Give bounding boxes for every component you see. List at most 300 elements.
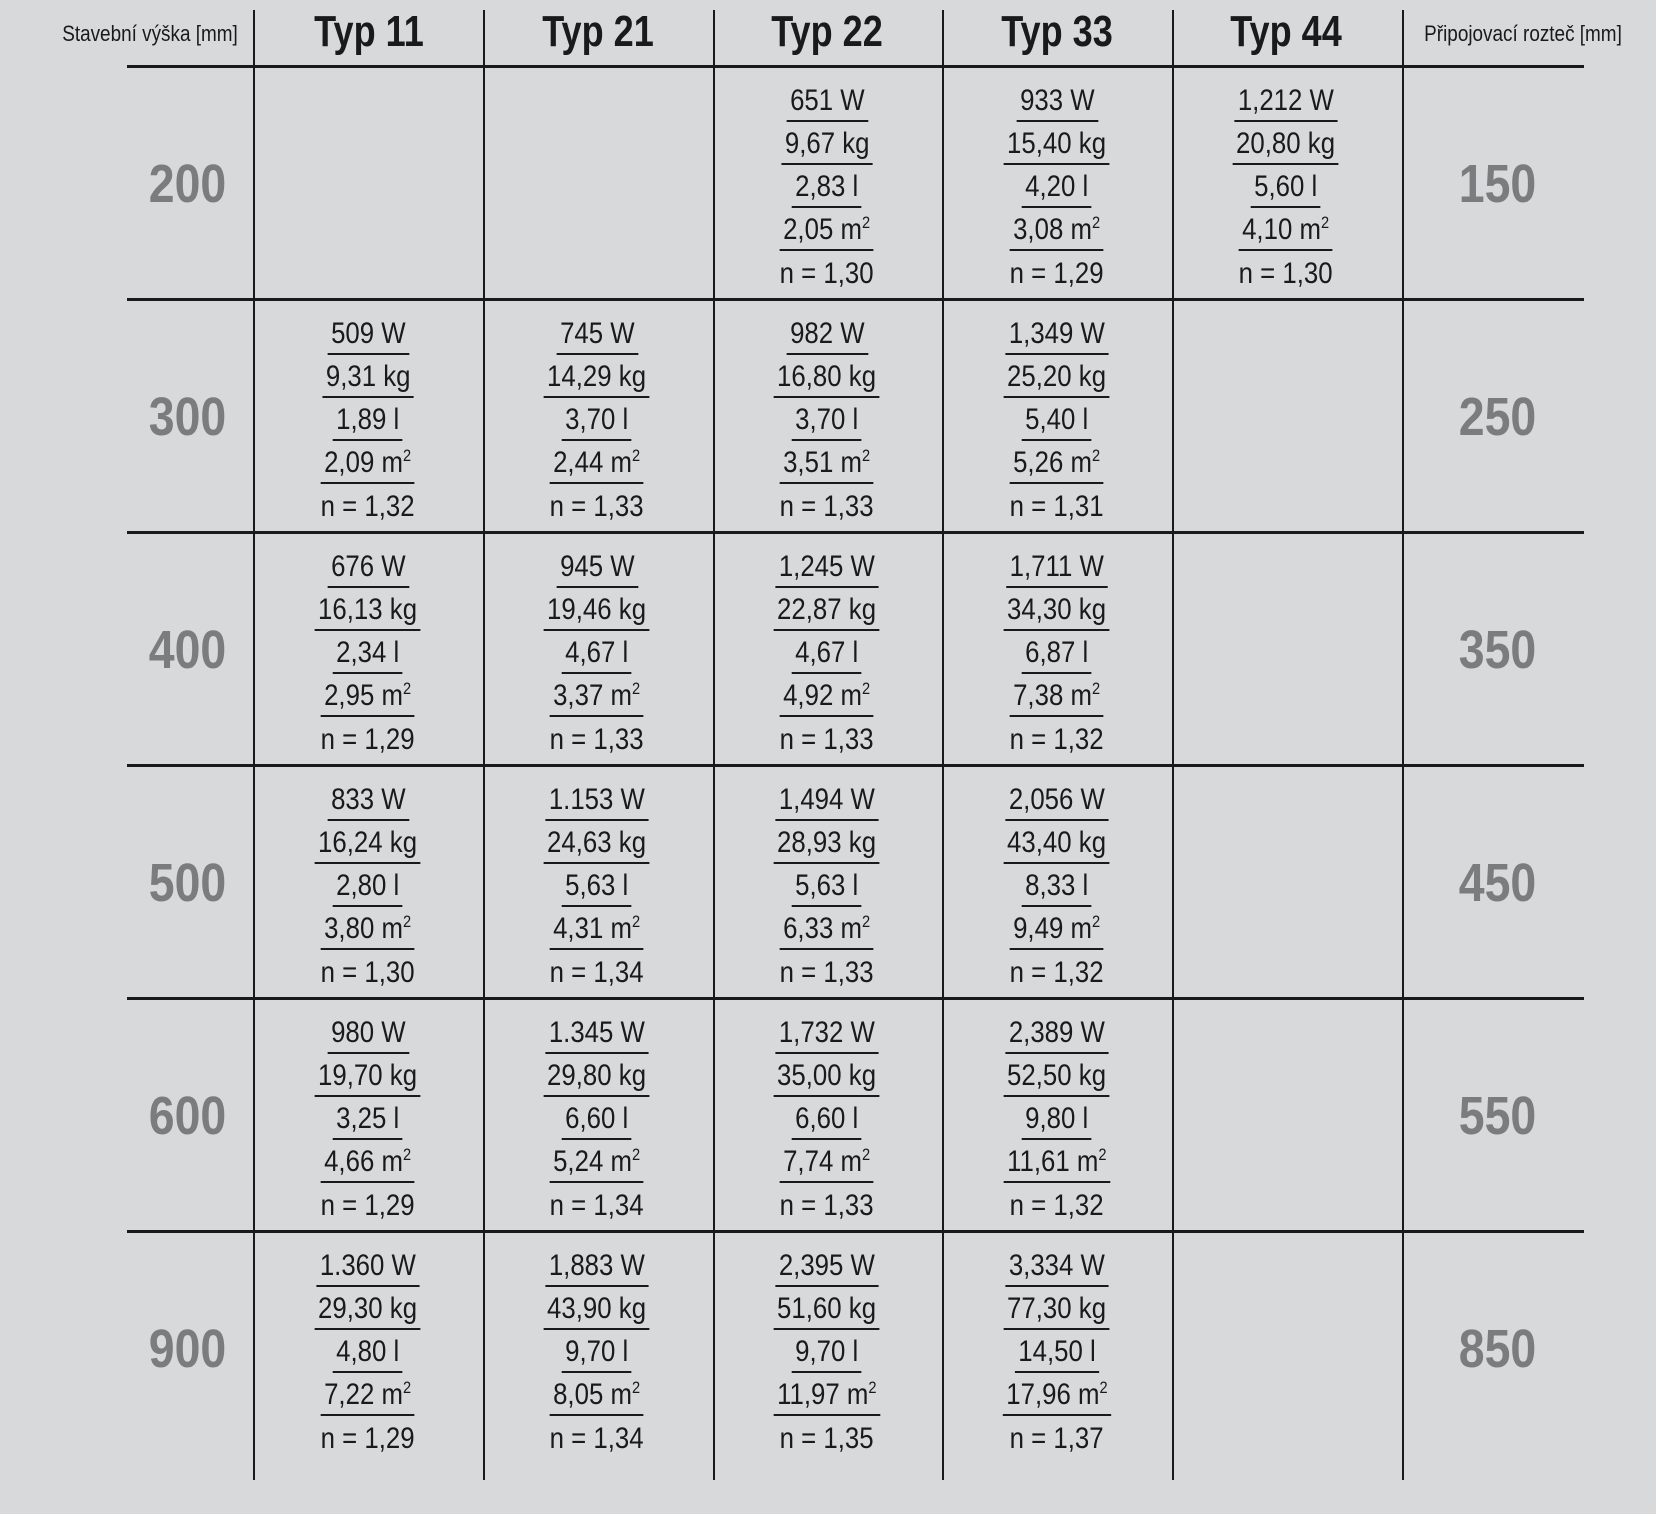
cell-area-line (483, 1374, 711, 1417)
cell-factor-text: n = 1,32 (1010, 722, 1104, 756)
cell-volume-value (333, 1100, 403, 1140)
cell-volume-value (333, 401, 403, 441)
cell-factor-text: n = 1,30 (780, 256, 874, 290)
cell-volume-value (792, 867, 862, 907)
row-height-value: 200 (148, 154, 227, 214)
cell-power-value (786, 82, 867, 122)
cell-weight-line (943, 1055, 1171, 1098)
cell-power-line (254, 1012, 482, 1055)
cell-weight-line (713, 589, 941, 632)
cell-power-value (1006, 1247, 1109, 1287)
row-height-value: 600 (148, 1086, 227, 1146)
cell-area-value (774, 1376, 880, 1416)
table-cell (483, 68, 711, 301)
cell-factor-value (1236, 255, 1337, 293)
cell-factor-line (483, 951, 711, 994)
header-type-22: Typ 22 (771, 7, 883, 56)
table-cell (254, 534, 482, 767)
cell-weight-line (483, 356, 711, 399)
table-cell (254, 68, 482, 301)
area-exponent: 2 (403, 911, 412, 931)
cell-weight-text: 9,31 kg (325, 359, 411, 393)
cell-volume-value (1022, 401, 1092, 441)
cell-factor-text: n = 1,33 (550, 489, 644, 523)
cell-volume-text: 5,40 l (1025, 402, 1089, 436)
cell-factor-value (777, 1187, 878, 1225)
cell-area-value (1010, 444, 1104, 484)
cell-volume-text: 4,67 l (565, 635, 629, 669)
cell-volume-text: 9,70 l (795, 1334, 859, 1368)
cell-power-value (556, 315, 637, 355)
cell-power-line (943, 80, 1171, 123)
cell-weight-text: 9,67 kg (784, 126, 870, 160)
cell-area-value (550, 910, 644, 950)
cell-area-value (780, 211, 874, 251)
cell-power-text: 833 W (330, 782, 406, 816)
cell-volume-value (333, 1333, 403, 1373)
cell-power-value (1016, 82, 1097, 122)
cell-area-line (483, 1141, 711, 1184)
cell-volume-line (254, 399, 482, 442)
cell-area-line (713, 442, 941, 485)
cell-weight-value (315, 824, 421, 864)
cell-factor-value (777, 954, 878, 992)
cell-area-text: 7,74 m (783, 1144, 863, 1178)
cell-power-line (713, 80, 941, 123)
cell-weight-line (254, 822, 482, 865)
cell-volume-line (1172, 166, 1400, 209)
cell-area-line (943, 908, 1171, 951)
cell-volume-line (713, 632, 941, 675)
cell-factor-line (943, 1184, 1171, 1227)
cell-factor-value (1007, 488, 1108, 526)
cell-area-value (321, 1376, 415, 1416)
cell-factor-value (547, 488, 648, 526)
cell-volume-value (1022, 634, 1092, 674)
cell-area-text: 4,92 m (783, 678, 863, 712)
cell-area-text: 2,09 m (324, 445, 404, 479)
area-exponent: 2 (632, 911, 641, 931)
cell-volume-line (713, 1098, 941, 1141)
cell-power-line (483, 1245, 711, 1288)
cell-power-value (317, 1247, 420, 1287)
cell-area-value (780, 1143, 874, 1183)
cell-power-value (786, 315, 867, 355)
cell-factor-line (713, 951, 941, 994)
area-exponent: 2 (403, 1377, 412, 1397)
cell-area-line (943, 442, 1171, 485)
cell-weight-line (483, 1288, 711, 1331)
cell-area-value (321, 1143, 415, 1183)
cell-volume-value (792, 1100, 862, 1140)
area-exponent: 2 (862, 212, 871, 232)
cell-factor-text: n = 1,29 (1010, 256, 1104, 290)
cell-factor-text: n = 1,32 (1010, 1188, 1104, 1222)
cell-volume-text: 5,63 l (565, 868, 629, 902)
cell-factor-value (318, 488, 419, 526)
cell-volume-value (792, 168, 862, 208)
cell-volume-line (254, 1098, 482, 1141)
cell-power-value (546, 1247, 649, 1287)
cell-power-value (1006, 315, 1109, 355)
cell-area-text: 3,80 m (324, 911, 404, 945)
cell-weight-value (774, 1057, 880, 1097)
table-cell (943, 1233, 1171, 1466)
cell-factor-line (254, 485, 482, 528)
cell-factor-text: n = 1,33 (780, 1188, 874, 1222)
cell-factor-text: n = 1,33 (780, 955, 874, 989)
cell-weight-value (315, 1290, 421, 1330)
cell-power-line (943, 546, 1171, 589)
cell-power-text: 2,389 W (1008, 1015, 1106, 1049)
cell-weight-value (544, 1290, 650, 1330)
cell-area-text: 11,97 m (777, 1377, 869, 1411)
cell-factor-value (777, 721, 878, 759)
cell-volume-text: 4,67 l (795, 635, 859, 669)
cell-power-text: 1,494 W (778, 782, 876, 816)
cell-area-value (1004, 1143, 1110, 1183)
cell-power-text: 745 W (559, 316, 635, 350)
cell-factor-text: n = 1,30 (1239, 256, 1333, 290)
cell-area-text: 5,24 m (553, 1144, 633, 1178)
cell-weight-line (713, 123, 941, 166)
cell-volume-text: 1,89 l (336, 402, 400, 436)
cell-weight-text: 29,30 kg (318, 1291, 418, 1325)
cell-power-line (483, 313, 711, 356)
cell-area-line (483, 908, 711, 951)
area-exponent: 2 (1321, 212, 1330, 232)
cell-area-text: 3,08 m (1013, 212, 1093, 246)
cell-factor-line (943, 1417, 1171, 1460)
cell-weight-value (1004, 1057, 1110, 1097)
cell-area-text: 4,66 m (324, 1144, 404, 1178)
cell-power-text: 945 W (559, 549, 635, 583)
row-spacing-value: 450 (1458, 853, 1537, 913)
cell-weight-line (713, 1288, 941, 1331)
cell-power-text: 3,334 W (1008, 1248, 1106, 1282)
header-type-44: Typ 44 (1230, 7, 1342, 56)
cell-weight-line (483, 589, 711, 632)
cell-factor-value (318, 721, 419, 759)
cell-weight-text: 29,80 kg (547, 1058, 647, 1092)
table-cell (1172, 1000, 1400, 1233)
cell-factor-text: n = 1,29 (321, 1188, 415, 1222)
cell-factor-value (1007, 1187, 1108, 1225)
cell-factor-line (483, 485, 711, 528)
row-spacing-value: 350 (1458, 620, 1537, 680)
cell-area-text: 9,49 m (1013, 911, 1093, 945)
row-spacing-value: 550 (1458, 1086, 1537, 1146)
cell-volume-text: 8,33 l (1025, 868, 1089, 902)
cell-factor-text: n = 1,34 (550, 1188, 644, 1222)
cell-area-text: 11,61 m (1007, 1144, 1099, 1178)
cell-weight-value (774, 358, 880, 398)
cell-weight-line (713, 822, 941, 865)
cell-factor-value (1007, 255, 1108, 293)
cell-area-line (713, 908, 941, 951)
cell-volume-text: 6,60 l (795, 1101, 859, 1135)
cell-power-line (713, 1245, 941, 1288)
cell-factor-text: n = 1,31 (1010, 489, 1104, 523)
cell-volume-value (1251, 168, 1321, 208)
cell-power-line (943, 313, 1171, 356)
cell-factor-line (943, 718, 1171, 761)
cell-weight-text: 43,90 kg (547, 1291, 647, 1325)
cell-volume-line (483, 399, 711, 442)
cell-factor-text: n = 1,33 (550, 722, 644, 756)
cell-power-line (943, 779, 1171, 822)
cell-weight-value (544, 824, 650, 864)
cell-power-text: 1.153 W (548, 782, 646, 816)
cell-volume-line (483, 865, 711, 908)
cell-power-text: 651 W (789, 83, 865, 117)
cell-power-line (713, 779, 941, 822)
cell-power-text: 509 W (330, 316, 406, 350)
cell-volume-text: 6,87 l (1025, 635, 1089, 669)
cell-volume-value (333, 634, 403, 674)
area-exponent: 2 (862, 445, 871, 465)
column-divider (1402, 10, 1404, 1480)
cell-area-line (254, 675, 482, 718)
cell-factor-value (547, 1420, 648, 1458)
cell-factor-value (1007, 954, 1108, 992)
cell-volume-text: 2,83 l (795, 169, 859, 203)
cell-volume-line (254, 865, 482, 908)
cell-weight-text: 14,29 kg (547, 359, 647, 393)
cell-area-line (943, 209, 1171, 252)
cell-volume-text: 2,34 l (336, 635, 400, 669)
cell-area-line (713, 209, 941, 252)
cell-weight-line (943, 589, 1171, 632)
cell-weight-value (544, 1057, 650, 1097)
cell-weight-line (254, 589, 482, 632)
cell-volume-line (943, 632, 1171, 675)
table-cell (1172, 1233, 1400, 1466)
cell-area-line (943, 1141, 1171, 1184)
cell-weight-text: 22,87 kg (777, 592, 877, 626)
cell-factor-line (713, 718, 941, 761)
area-exponent: 2 (1092, 678, 1101, 698)
cell-power-line (254, 546, 482, 589)
cell-weight-text: 28,93 kg (777, 825, 877, 859)
cell-power-value (546, 1014, 649, 1054)
cell-weight-text: 20,80 kg (1236, 126, 1336, 160)
cell-weight-line (943, 1288, 1171, 1331)
table-cell (1172, 767, 1400, 1000)
area-exponent: 2 (868, 1377, 877, 1397)
header-type-21: Typ 21 (542, 7, 654, 56)
cell-area-line (254, 1141, 482, 1184)
cell-weight-line (254, 1288, 482, 1331)
cell-weight-text: 19,46 kg (547, 592, 647, 626)
cell-weight-value (315, 1057, 421, 1097)
cell-power-line (483, 546, 711, 589)
cell-factor-line (254, 1417, 482, 1460)
cell-factor-text: n = 1,30 (321, 955, 415, 989)
cell-area-value (780, 910, 874, 950)
cell-power-value (546, 781, 649, 821)
cell-weight-line (483, 1055, 711, 1098)
table-cell (943, 1000, 1171, 1233)
area-exponent: 2 (632, 678, 641, 698)
cell-area-line (483, 675, 711, 718)
cell-volume-text: 5,63 l (795, 868, 859, 902)
cell-volume-value (562, 1100, 632, 1140)
table-cell (483, 1000, 711, 1233)
cell-weight-line (254, 1055, 482, 1098)
cell-weight-line (483, 822, 711, 865)
cell-power-text: 980 W (330, 1015, 406, 1049)
cell-factor-text: n = 1,33 (780, 722, 874, 756)
cell-weight-value (544, 591, 650, 631)
cell-power-line (483, 1012, 711, 1055)
cell-weight-value (1004, 824, 1110, 864)
cell-weight-text: 16,13 kg (318, 592, 418, 626)
table-cell (713, 1000, 941, 1233)
cell-area-line (254, 442, 482, 485)
cell-area-line (254, 908, 482, 951)
cell-factor-value (1007, 721, 1108, 759)
cell-power-value (1006, 1014, 1109, 1054)
cell-area-value (780, 444, 874, 484)
cell-area-value (550, 677, 644, 717)
cell-area-value (321, 910, 415, 950)
cell-power-text: 982 W (789, 316, 865, 350)
table-cell (943, 767, 1171, 1000)
table-cell (943, 301, 1171, 534)
cell-power-line (254, 1245, 482, 1288)
cell-weight-text: 34,30 kg (1007, 592, 1107, 626)
cell-volume-text: 9,70 l (565, 1334, 629, 1368)
area-exponent: 2 (862, 911, 871, 931)
cell-area-value (321, 677, 415, 717)
header-type-33: Typ 33 (1001, 7, 1113, 56)
cell-factor-line (483, 718, 711, 761)
cell-power-value (327, 548, 408, 588)
cell-weight-line (713, 356, 941, 399)
cell-volume-text: 4,80 l (336, 1334, 400, 1368)
cell-factor-text: n = 1,34 (550, 1421, 644, 1455)
cell-area-value (1010, 910, 1104, 950)
cell-power-line (254, 313, 482, 356)
cell-factor-line (1172, 252, 1400, 295)
cell-volume-line (943, 399, 1171, 442)
cell-area-text: 4,31 m (553, 911, 633, 945)
table-cell (254, 767, 482, 1000)
cell-power-value (556, 548, 637, 588)
cell-weight-value (781, 125, 873, 165)
cell-area-line (483, 442, 711, 485)
cell-area-text: 2,95 m (324, 678, 404, 712)
cell-weight-text: 19,70 kg (318, 1058, 418, 1092)
cell-power-line (943, 1012, 1171, 1055)
cell-factor-value (777, 255, 878, 293)
cell-area-line (943, 675, 1171, 718)
cell-area-value (1010, 677, 1104, 717)
cell-weight-value (1004, 1290, 1110, 1330)
cell-volume-line (483, 632, 711, 675)
cell-volume-line (254, 1331, 482, 1374)
cell-factor-line (254, 718, 482, 761)
cell-power-text: 676 W (330, 549, 406, 583)
cell-power-text: 2,056 W (1008, 782, 1106, 816)
cell-weight-value (774, 1290, 880, 1330)
row-spacing-value: 250 (1458, 387, 1537, 447)
table-cell (943, 534, 1171, 767)
cell-weight-text: 52,50 kg (1007, 1058, 1107, 1092)
cell-factor-text: n = 1,29 (321, 1421, 415, 1455)
cell-area-line (713, 1374, 941, 1417)
cell-factor-line (483, 1184, 711, 1227)
table-cell (254, 1000, 482, 1233)
cell-weight-value (774, 591, 880, 631)
area-exponent: 2 (403, 445, 412, 465)
cell-factor-text: n = 1,32 (1010, 955, 1104, 989)
cell-weight-text: 35,00 kg (777, 1058, 877, 1092)
cell-weight-value (1004, 358, 1110, 398)
table-cell (713, 68, 941, 301)
cell-power-line (713, 1012, 941, 1055)
cell-power-line (483, 779, 711, 822)
table-cell (943, 68, 1171, 301)
table-cell (713, 534, 941, 767)
cell-factor-text: n = 1,34 (550, 955, 644, 989)
area-exponent: 2 (1092, 445, 1101, 465)
cell-weight-text: 25,20 kg (1007, 359, 1107, 393)
cell-factor-line (254, 1184, 482, 1227)
cell-factor-line (713, 1184, 941, 1227)
cell-volume-value (1022, 168, 1092, 208)
cell-factor-value (318, 1187, 419, 1225)
table-cell (483, 301, 711, 534)
cell-weight-text: 15,40 kg (1007, 126, 1107, 160)
cell-volume-line (943, 166, 1171, 209)
cell-factor-text: n = 1,33 (780, 489, 874, 523)
cell-factor-value (547, 954, 648, 992)
cell-factor-value (547, 721, 648, 759)
cell-factor-line (713, 485, 941, 528)
area-exponent: 2 (403, 1144, 412, 1164)
row-height-value: 300 (148, 387, 227, 447)
area-exponent: 2 (1099, 1377, 1108, 1397)
cell-factor-line (943, 252, 1171, 295)
cell-area-text: 5,26 m (1013, 445, 1093, 479)
cell-volume-text: 3,70 l (565, 402, 629, 436)
table-cell (1172, 301, 1400, 534)
cell-volume-text: 14,50 l (1018, 1334, 1096, 1368)
cell-factor-text: n = 1,32 (321, 489, 415, 523)
table-cell (713, 301, 941, 534)
cell-weight-text: 16,80 kg (777, 359, 877, 393)
table-cell (713, 767, 941, 1000)
cell-volume-value (1022, 867, 1092, 907)
cell-weight-text: 51,60 kg (777, 1291, 877, 1325)
cell-factor-line (943, 951, 1171, 994)
header-type-11: Typ 11 (314, 7, 424, 56)
area-exponent: 2 (862, 1144, 871, 1164)
cell-factor-value (1007, 1420, 1108, 1458)
cell-weight-value (322, 358, 414, 398)
cell-power-text: 1.345 W (548, 1015, 646, 1049)
area-exponent: 2 (632, 445, 641, 465)
cell-weight-text: 43,40 kg (1007, 825, 1107, 859)
cell-weight-line (943, 356, 1171, 399)
table-cell (1172, 68, 1400, 301)
cell-factor-text: n = 1,29 (321, 722, 415, 756)
row-height-value: 400 (148, 620, 227, 680)
cell-weight-line (943, 822, 1171, 865)
cell-area-text: 17,96 m (1006, 1377, 1100, 1411)
